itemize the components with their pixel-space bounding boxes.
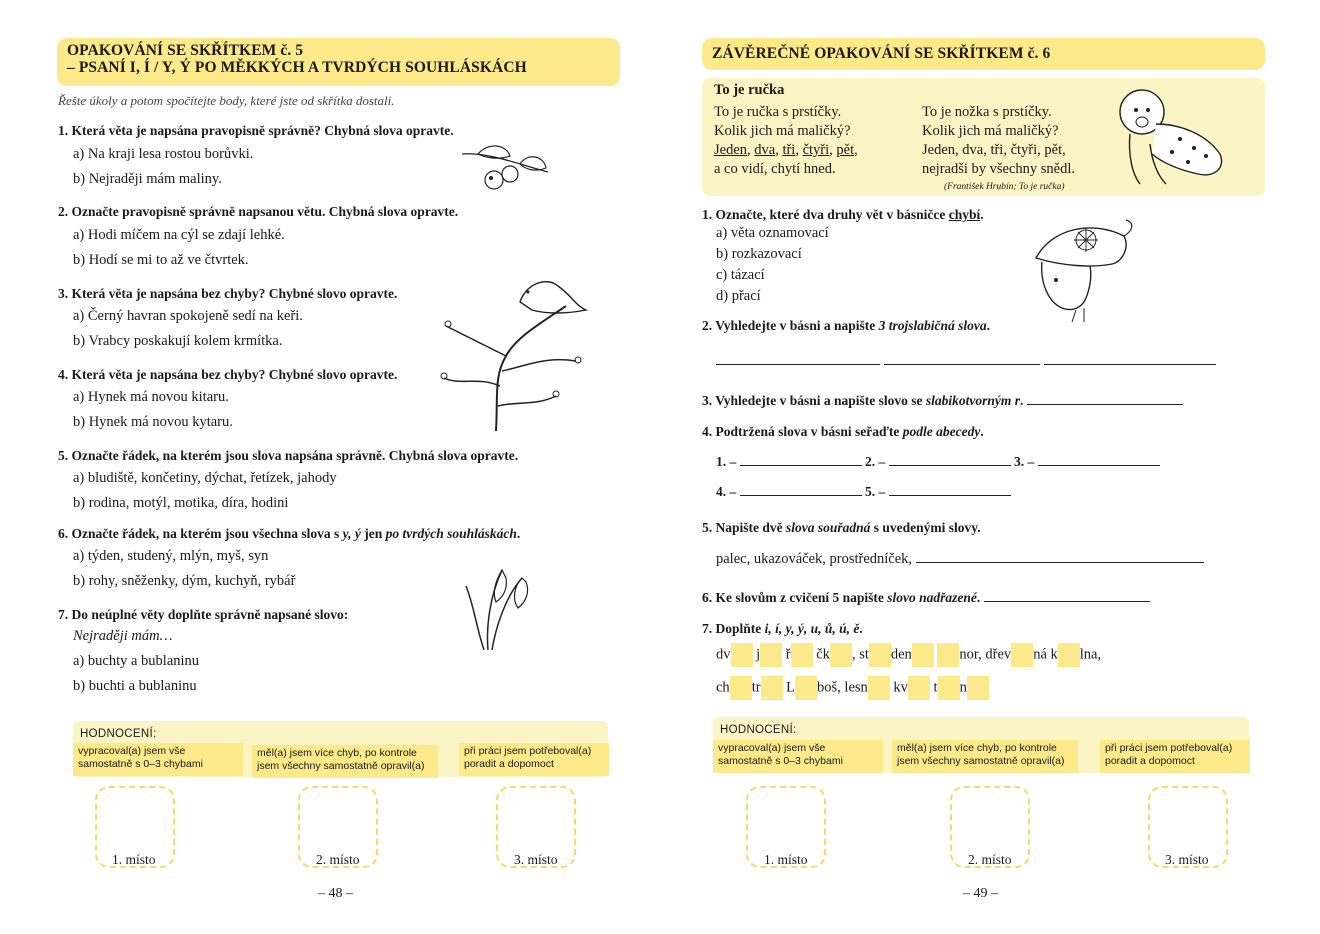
poem-col1-line3: Jeden, dva, tři, čtyři, pět, xyxy=(714,142,858,158)
r-question-7: 7. Doplňte i, í, y, ý, u, ů, ú, ě. xyxy=(702,621,863,636)
page-number-left: – 48 – xyxy=(318,886,353,901)
poem-col1-line4: a co vidí, chytí hned. xyxy=(714,161,836,177)
question-1-option-b[interactable]: b) Nejraději mám maliny. xyxy=(73,171,222,187)
poem-title: To je ručka xyxy=(714,82,785,98)
evaluation-label: HODNOCENÍ: xyxy=(80,728,157,740)
question-1-option-a[interactable]: a) Na kraji lesa rostou borůvki. xyxy=(73,146,254,162)
answer-5-row: palec, ukazováček, prostředníček, xyxy=(716,549,1204,568)
answer-line-4-4[interactable] xyxy=(740,482,862,496)
fill-cell[interactable] xyxy=(791,643,813,667)
question-2-option-b[interactable]: b) Hodí se mi to až ve čtvrtek. xyxy=(73,252,249,268)
question-4-option-b[interactable]: b) Hynek má novou kytaru. xyxy=(73,414,233,430)
r-question-2: 2. Vyhledejte v básni a napište 3 trojslabičná slova. xyxy=(702,318,991,333)
evaluation-criterion-1-right: vypracoval(a) jsem vše samostatně s 0–3 chybami xyxy=(713,740,883,773)
fill-cell[interactable] xyxy=(869,643,891,667)
answer-line-6[interactable] xyxy=(984,588,1150,602)
gnome-head-illustration xyxy=(1032,218,1136,324)
fill-cell[interactable] xyxy=(730,676,752,700)
place-label-1: 1. místo xyxy=(112,852,156,867)
place-label-2-right: 2. místo xyxy=(968,852,1012,867)
poem-col2-line2: Kolik jich má maličký? xyxy=(922,123,1059,139)
fill-cell[interactable] xyxy=(868,676,890,700)
fill-cell[interactable] xyxy=(731,643,753,667)
fill-cell[interactable] xyxy=(761,676,783,700)
r-question-1-option-b[interactable]: b) rozkazovací xyxy=(716,246,802,262)
title-line-2: – PSANÍ I, Í / Y, Ý PO MĚKKÝCH A TVRDÝCH SOUHLÁSKÁCH xyxy=(67,59,527,76)
r-question-4: 4. Podtržená slova v básni seřaďte podle abecedy. xyxy=(702,424,984,439)
fill-cell[interactable] xyxy=(967,676,989,700)
place-label-1-right: 1. místo xyxy=(764,852,808,867)
evaluation-criterion-1: vypracoval(a) jsem vše samostatně s 0–3 chybami xyxy=(73,743,243,776)
page-number-right: – 49 – xyxy=(963,886,998,901)
answer-line-5[interactable] xyxy=(916,549,1204,563)
answer-line-4-1[interactable] xyxy=(740,452,862,466)
fill-cell[interactable] xyxy=(830,643,852,667)
answer-line-2b[interactable] xyxy=(884,351,1040,365)
answer-line-2c[interactable] xyxy=(1044,351,1216,365)
place-label-3: 3. místo xyxy=(514,852,558,867)
question-2: 2. Označte pravopisně správně napsanou větu. Chybná slova opravte. xyxy=(58,204,459,219)
poem-col2-line4: nejradši by všechny snědl. xyxy=(922,161,1076,177)
right-page-title: ZÁVĚREČNÉ OPAKOVÁNÍ SE SKŘÍTKEM č. 6 xyxy=(702,38,1265,70)
question-5-option-b[interactable]: b) rodina, motýl, motika, díra, hodini xyxy=(73,495,289,511)
fill-cell[interactable] xyxy=(938,676,960,700)
r-question-5: 5. Napište dvě slova souřadná s uvedenými slovy. xyxy=(702,520,981,535)
answer-line-3[interactable] xyxy=(1027,391,1183,405)
fill-cell[interactable] xyxy=(908,676,930,700)
fill-cell[interactable] xyxy=(1011,643,1033,667)
blueberry-branch-illustration xyxy=(458,142,554,198)
fill-cell[interactable] xyxy=(795,676,817,700)
fill-cell[interactable] xyxy=(760,643,782,667)
question-1: 1. Která věta je napsána pravopisně správně? Chybná slova opravte. xyxy=(58,123,454,138)
question-7: 7. Do neúplné věty doplňte správně napsané slovo: xyxy=(58,607,349,622)
bird-on-branch-illustration xyxy=(436,266,594,434)
place-label-3-right: 3. místo xyxy=(1165,852,1209,867)
evaluation-criterion-2: měl(a) jsem více chyb, po kontrole jsem všechny samostatně opravil(a) xyxy=(252,745,438,778)
baby-illustration xyxy=(1110,84,1232,194)
evaluation-criterion-3-right: při práci jsem potřeboval(a) poradit a dopomoct xyxy=(1100,740,1250,773)
r-question-1-option-c[interactable]: c) tázací xyxy=(716,267,765,283)
fill-cell[interactable] xyxy=(937,643,959,667)
question-7-option-a[interactable]: a) buchty a bublaninu xyxy=(73,653,200,669)
question-6-option-a[interactable]: a) týden, studený, mlýn, myš, syn xyxy=(73,548,269,564)
question-5: 5. Označte řádek, na kterém jsou slova napsána správně. Chybná slova opravte. xyxy=(58,448,519,463)
question-3-option-b[interactable]: b) Vrabcy poskakují kolem krmítka. xyxy=(73,333,283,349)
snowdrop-illustration xyxy=(456,556,536,652)
question-6: 6. Označte řádek, na kterém jsou všechna slova s y, ý jen po tvrdých souhláskách. xyxy=(58,526,521,541)
r-question-1-option-d[interactable]: d) přací xyxy=(716,288,761,304)
title-line-1: OPAKOVÁNÍ SE SKŘÍTKEM č. 5 xyxy=(67,42,304,59)
place-label-2: 2. místo xyxy=(316,852,360,867)
answer-line-4-2[interactable] xyxy=(889,452,1011,466)
r-question-1-option-a[interactable]: a) věta oznamovací xyxy=(716,225,829,241)
r-question-3: 3. Vyhledejte v básni a napište slovo se slabikotvorným r. xyxy=(702,391,1183,409)
question-7-sentence: Nejraději mám… xyxy=(73,628,173,644)
instruction: Řešte úkoly a potom spočítejte body, které jste od skřítka dostali. xyxy=(58,93,395,108)
answer-4-row1: 1. – 2. – 3. – xyxy=(716,452,1160,470)
r-question-1: 1. Označte, které dva druhy vět v básničce chybí. xyxy=(702,207,984,222)
answer-line-4-3[interactable] xyxy=(1038,452,1160,466)
left-page-title xyxy=(57,38,620,86)
question-2-option-a[interactable]: a) Hodi míčem na cýl se zdají lehké. xyxy=(73,227,285,243)
poem-col2-line3: Jeden, dva, tři, čtyři, pět, xyxy=(922,142,1066,158)
question-4-option-a[interactable]: a) Hynek má novou kitaru. xyxy=(73,389,229,405)
question-3: 3. Která věta je napsána bez chyby? Chybné slovo opravte. xyxy=(58,286,398,301)
poem-col2-line1: To je nožka s prstíčky. xyxy=(922,104,1052,120)
poem-col1-line2: Kolik jich má maličký? xyxy=(714,123,851,139)
r-question-6: 6. Ke slovům z cvičení 5 napište slovo nadřazené. xyxy=(702,588,1150,606)
question-5-option-a[interactable]: a) bludiště, končetiny, dýchat, řetízek, jahody xyxy=(73,470,337,486)
poem-author: (František Hrubín; To je ručka) xyxy=(944,182,1065,192)
evaluation-criterion-2-right: měl(a) jsem více chyb, po kontrole jsem všechny samostatně opravil(a) xyxy=(892,740,1078,773)
question-6-option-b[interactable]: b) rohy, sněženky, dým, kuchyň, rybář xyxy=(73,573,296,589)
right-page xyxy=(660,0,1320,934)
fill-cell[interactable] xyxy=(1058,643,1080,667)
fill-in-row-2: ch tr L boš, lesn kv t n xyxy=(716,676,989,700)
poem-col1-line1: To je ručka s prstíčky. xyxy=(714,104,842,120)
evaluation-label-right: HODNOCENÍ: xyxy=(720,724,797,736)
question-7-option-b[interactable]: b) buchti a bublaninu xyxy=(73,678,197,694)
answer-4-row2: 4. – 5. – xyxy=(716,482,1011,500)
question-3-option-a[interactable]: a) Černý havran spokojeně sedí na keři. xyxy=(73,308,303,324)
fill-cell[interactable] xyxy=(912,643,934,667)
question-4: 4. Která věta je napsána bez chyby? Chybné slovo opravte. xyxy=(58,367,398,382)
answer-line-4-5[interactable] xyxy=(889,482,1011,496)
evaluation-criterion-3: při práci jsem potřeboval(a) poradit a dopomoct xyxy=(459,743,609,776)
fill-in-row-1: dv j ř čk , st den nor, dřev ná k lna, xyxy=(716,643,1101,667)
answer-line-2a[interactable] xyxy=(716,351,880,365)
